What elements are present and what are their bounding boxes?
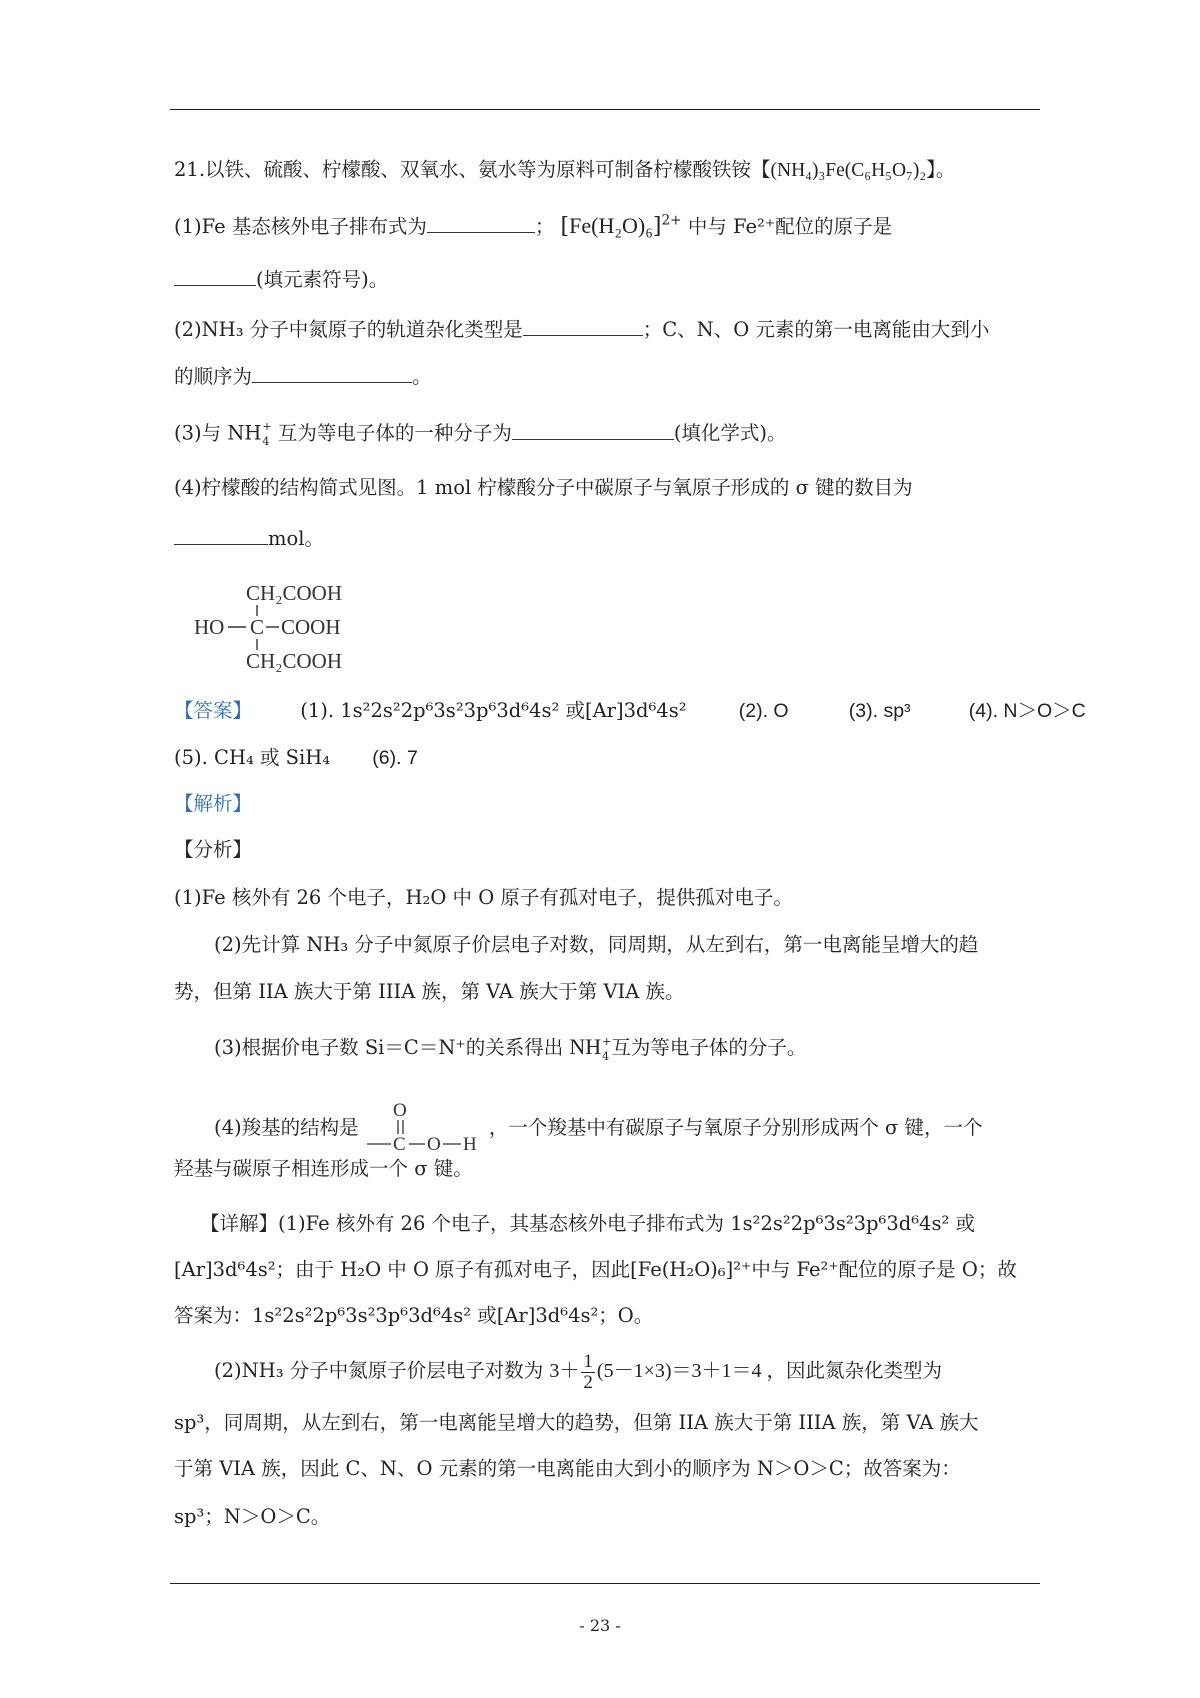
- question-part-4: (4)柠檬酸的结构简式见图。1 mol 柠檬酸分子中碳原子与氧原子形成的 σ 键的数目为: [174, 476, 913, 499]
- question-part-2: (2)NH₃ 分子中氮原子的轨道杂化类型是 ；C、N、O 元素的第一电离能由大到小: [174, 318, 990, 341]
- analysis-p2b: 势，但第 IIA 族大于第 IIIA 族，第 VA 族大于第 VIA 族。: [174, 980, 685, 1003]
- complex-ion: $[Fe(H_2O)_6]^{2+}$: [560, 212, 682, 239]
- analysis-sub-label: 【分析】: [174, 838, 253, 861]
- structure-right: COOH: [281, 615, 341, 639]
- question-part-4-cont: mol。: [174, 525, 1042, 553]
- answer-blank: [512, 421, 674, 440]
- analysis-label: 【解析】: [174, 792, 253, 815]
- detail-line-3: 答案为：1s²2s²2p⁶3s²3p⁶3d⁶4s² 或[Ar]3d⁶4s²；O。: [174, 1304, 654, 1327]
- detail-line-1: 【详解】(1)Fe 核外有 26 个电子，其基态核外电子排布式为 1s²2s²2p⁶3s²3p⁶3d⁶4s² 或: [200, 1212, 975, 1235]
- carboxyl-c: C: [392, 1134, 406, 1155]
- equation: 3＋ $\frac{1}{2}$ (5－1×3)＝3＋1＝4: [549, 1351, 762, 1393]
- question-part-1-cont: (填元素符号)。: [174, 266, 1042, 294]
- question-title: 21.以铁、硫酸、柠檬酸、双氧水、氨水等为原料可制备柠檬酸铁铵【(NH₄)₃Fe(C₆H₅O₇)₂】。: [174, 158, 956, 181]
- analysis-p2a: (2)先计算 NH₃ 分子中氮原子价层电子对数，同周期，从左到右，第一电离能呈增大的趋: [214, 933, 979, 956]
- analysis-p4c: 羟基与碳原子相连形成一个 σ 键。: [174, 1157, 473, 1180]
- carboxyl-h: H: [462, 1134, 477, 1155]
- analysis-p1: (1)Fe 核外有 26 个电子，H₂O 中 O 原子有孤对电子，提供孤对电子。: [174, 886, 793, 909]
- citric-acid-structure: [190, 578, 380, 686]
- structure-bottom: CH₂COOH: [246, 649, 342, 673]
- question-part-3: (3)与 NH + 4 互为等电子体的一种分子为 (填化学式)。: [174, 420, 787, 448]
- detail-line-4: (2)NH₃ 分子中氮原子价层电子对数为 3＋ $\frac{1}{2}$ (5－1×3)＝3＋1＝4 ，因此氮杂化类型为: [214, 1351, 943, 1393]
- header-rule: [170, 109, 1040, 110]
- analysis-p3: (3)根据价电子数 Si＝C＝N⁺的关系得出 NH + 4 互为等电子体的分子。: [214, 1034, 807, 1063]
- answer-blank: [252, 364, 412, 383]
- question-part-1: (1)Fe 基态核外电子排布式为 ； $[Fe(H_2O)_6]^{2+}$ 中与 Fe²⁺配位的原子是: [174, 212, 893, 239]
- detail-line-5: sp³，同周期，从左到右，第一电离能呈增大的趋势，但第 IIA 族大于第 IIIA 族，第 VA 族大: [174, 1411, 979, 1434]
- carboxyl-structure: [365, 1100, 489, 1156]
- footer-rule: [170, 1583, 1040, 1584]
- detail-line-2: [Ar]3d⁶4s²；由于 H₂O 中 O 原子有孤对电子，因此[Fe(H₂O)₆]²⁺中与 Fe²⁺配位的原子是 O；故: [174, 1258, 1017, 1281]
- answer-blank: [174, 267, 256, 286]
- answer-blank: [523, 317, 643, 336]
- answer-label: 【答案】: [174, 699, 253, 722]
- page-number: - 23 -: [579, 1616, 621, 1635]
- question-part-2-cont: 的顺序为 。: [174, 365, 432, 388]
- answer-blank: [427, 214, 535, 233]
- answer-line-2: (5). CH₄ 或 SiH₄ (6). 7: [174, 746, 418, 769]
- structure-left: HO: [194, 615, 225, 639]
- detail-line-6: 于第 VIA 族，因此 C、N、O 元素的第一电离能由大到小的顺序为 N＞O＞C；故答案为：: [174, 1457, 961, 1480]
- answer-blank: [174, 526, 268, 545]
- structure-center: C: [250, 615, 265, 639]
- detail-label: 【详解】: [200, 1212, 279, 1235]
- carboxyl-o: O: [426, 1134, 441, 1155]
- detail-line-7: sp³；N＞O＞C。: [174, 1505, 331, 1528]
- fraction-one-half: $\frac{1}{2}$: [583, 1351, 593, 1393]
- ion-charge-stack: + 4: [262, 420, 272, 448]
- answer-line-1: 【答案】 (1). 1s²2s²2p⁶3s²3p⁶3d⁶4s² 或[Ar]3d⁶4s² (2). O (3). sp³ (4). N＞O＞C: [174, 699, 1086, 722]
- analysis-p4: (4)羧基的结构是 O C O H ，一个羧基中有碳原子与氧原子分别形成两个 σ 键，一个: [214, 1100, 983, 1155]
- structure-top: CH₂COOH: [246, 581, 342, 605]
- ion-charge-stack: + 4: [602, 1034, 612, 1063]
- carboxyl-o-top: O: [392, 1100, 407, 1121]
